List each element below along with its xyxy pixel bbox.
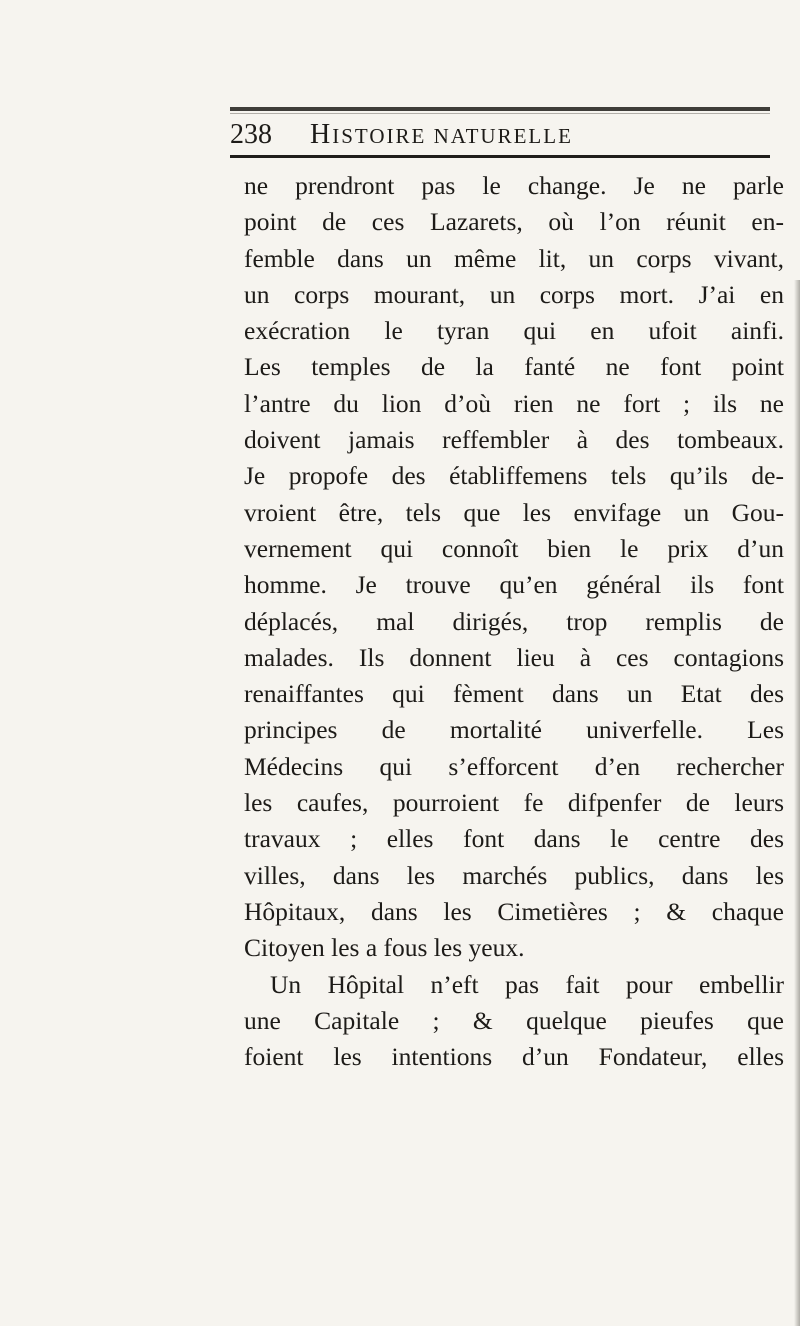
text-line: malades. Ils donnent lieu à ces contagions (244, 642, 784, 672)
text-line: homme. Je trouve qu’en général ils font (244, 570, 784, 600)
text-line: un corps mourant, un corps mort. J’ai en (244, 279, 784, 309)
text-line: déplacés, mal dirigés, trop remplis de (244, 606, 784, 636)
text-line: une Capitale ; & quelque pieufes que (244, 1005, 784, 1035)
running-head (230, 118, 770, 152)
body-text (244, 168, 784, 1075)
text-line: Médecins qui s’efforcent d’en rechercher (244, 751, 784, 781)
text-line: ne prendront pas le change. Je ne parle (244, 171, 784, 200)
text-line: foient les intentions d’un Fondateur, elles (244, 1042, 784, 1072)
paragraph-2 (244, 967, 784, 1076)
text-line: exécration le tyran qui en ufoit ainfi. (244, 316, 784, 346)
header-rule-top-thin (230, 113, 770, 114)
text-line: femble dans un même lit, un corps vivant, (244, 243, 784, 273)
running-title-initial: H (310, 119, 333, 150)
text-line: Les temples de la fanté ne font point (244, 352, 784, 382)
text-line: point de ces Lazarets, où l’on réunit en- (244, 207, 784, 237)
text-line: travaux ; elles font dans le centre des (244, 824, 784, 854)
text-line: Un Hôpital n’eft pas fait pour embellir (270, 969, 784, 999)
text-line: Hôpitaux, dans les Cimetières ; & chaque (244, 896, 784, 926)
text-line: les caufes, pourroient fe difpenfer de leurs (244, 788, 784, 818)
text-line: l’antre du lion d’où rien ne fort ; ils ne (244, 388, 784, 418)
text-line: renaiffantes qui fèment dans un Etat des (244, 679, 784, 709)
text-line: vernement qui connoît bien le prix d’un (244, 533, 784, 563)
text-line: Citoyen les a fous les yeux. (244, 933, 525, 963)
text-line: Je propofe des établiffemens tels qu’ils de- (244, 461, 784, 491)
header-rule-bottom (230, 155, 770, 158)
header-rule-top (230, 107, 770, 111)
page-number: 238 (230, 119, 272, 150)
text-line: villes, dans les marchés publics, dans les (244, 860, 784, 890)
paragraph-1 (244, 168, 784, 967)
running-title (310, 118, 573, 153)
text-line: doivent jamais reffembler à des tombeaux. (244, 425, 784, 455)
running-title-rest: ISTOIRE NATURELLE (332, 124, 573, 148)
text-line: vroient être, tels que les envifage un Gou- (244, 497, 784, 527)
page-edge-shadow (794, 280, 800, 1326)
text-line: principes de mortalité univerfelle. Les (244, 715, 784, 745)
